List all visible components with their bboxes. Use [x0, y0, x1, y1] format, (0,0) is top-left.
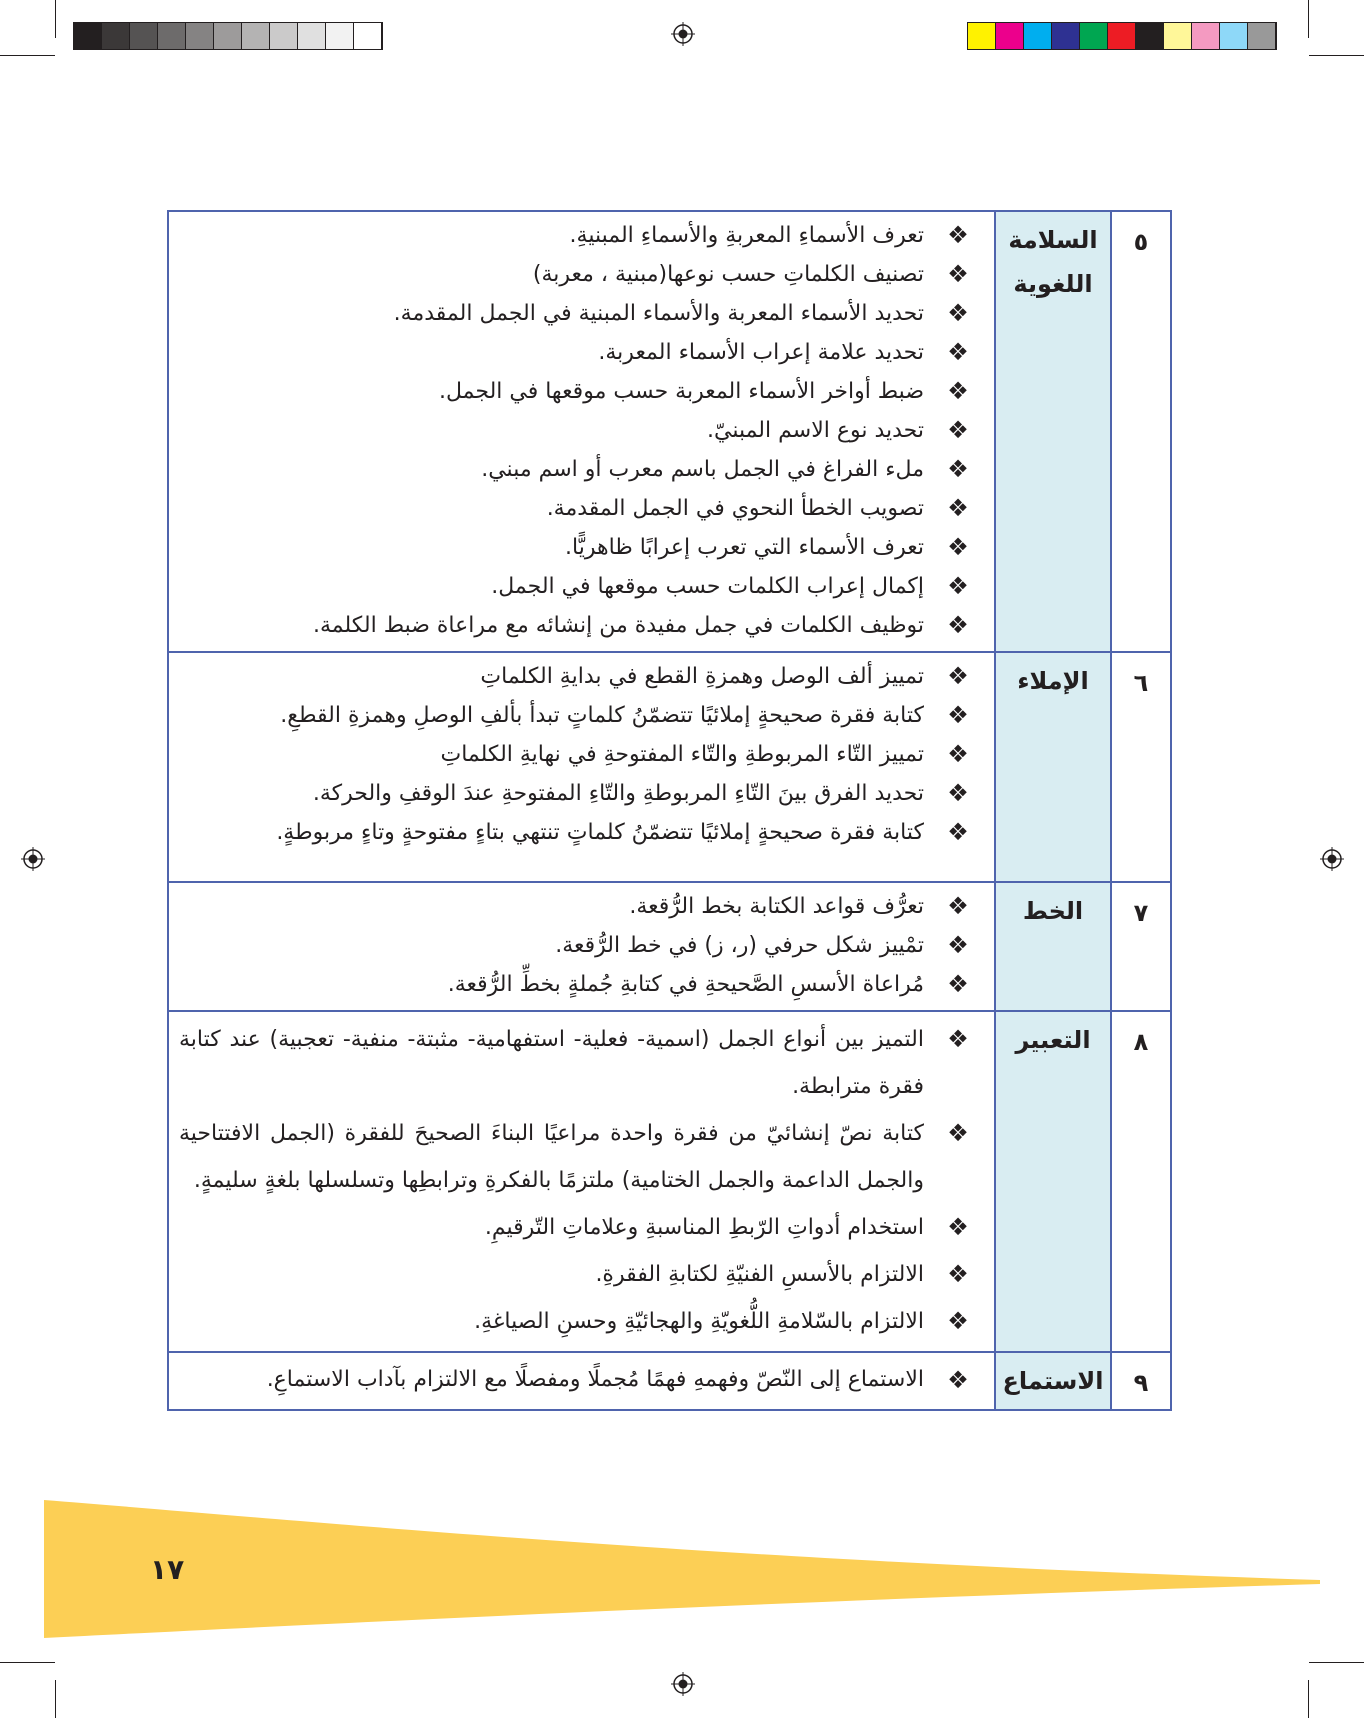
row-number: ٧: [1111, 882, 1171, 1011]
outcome-text: الاستماع إلى النّصّ وفهمهِ فهمًا مُجملًا ومفصلًا مع الالتزام بآداب الاستماعِ.: [266, 1367, 924, 1392]
gray-swatch: [214, 23, 242, 49]
list-item: [179, 1251, 980, 1298]
grayscale-bar: [73, 22, 383, 50]
list-item: [179, 1357, 980, 1403]
outcome-list: [179, 657, 980, 852]
color-swatch: [1192, 23, 1220, 49]
list-item: [179, 294, 980, 333]
skill-name-line: التعبير: [1015, 1026, 1091, 1054]
gray-swatch: [242, 23, 270, 49]
gray-swatch: [130, 23, 158, 49]
color-swatch: [1248, 23, 1276, 49]
outcome-list: [179, 216, 980, 645]
outcome-text: تصويب الخطأ النحوي في الجمل المقدمة.: [546, 496, 924, 521]
outcomes-cell: [168, 1352, 995, 1410]
outcome-text: كتابة فقرة صحيحةٍ إملائيًا تتضمّنُ كلماتٍ تنتهي بتاءٍ مفتوحةٍ وتاءٍ مربوطةٍ.: [276, 820, 924, 845]
registration-mark-icon: [671, 22, 695, 46]
skill-name: [995, 882, 1111, 1011]
list-item: [179, 887, 980, 926]
outcome-text: تعرف الأسماءِ المعربةِ والأسماءِ المبنيةِ.: [569, 223, 924, 248]
skill-name: [995, 652, 1111, 882]
skill-name: [995, 1011, 1111, 1352]
registration-mark-icon: [21, 847, 45, 871]
diamond-bullet-icon: ❖: [947, 611, 969, 639]
outcome-text: تحديد نوع الاسم المبنيّ.: [706, 418, 924, 443]
diamond-bullet-icon: ❖: [947, 662, 969, 690]
diamond-bullet-icon: ❖: [947, 1307, 969, 1335]
outcome-text: كتابة نصّ إنشائيّ من فقرة واحدة مراعيًا البناءَ الصحيحَ للفقرة (الجمل الافتتاحية والجمل الداعمة والجمل الختامية) ملتزمًا بالفكرةِ وترابطِها وتسلسلها بلغةٍ سليمةٍ.: [179, 1121, 924, 1193]
list-item: [179, 255, 980, 294]
table-row: [168, 882, 1171, 1011]
list-item: [179, 489, 980, 528]
list-item: [179, 450, 980, 489]
color-swatch: [996, 23, 1024, 49]
list-item: [179, 774, 980, 813]
crop-mark: [55, 0, 56, 38]
gray-swatch: [74, 23, 102, 49]
list-item: [179, 528, 980, 567]
crop-mark: [1308, 1680, 1309, 1718]
list-item: [179, 606, 980, 645]
diamond-bullet-icon: ❖: [947, 1119, 969, 1147]
skill-name-line: الاستماع: [1002, 1367, 1104, 1395]
diamond-bullet-icon: ❖: [947, 572, 969, 600]
outcome-text: كتابة فقرة صحيحةٍ إملائيًا تتضمّنُ كلماتٍ تبدأ بألفِ الوصلِ وهمزةِ القطعِ.: [280, 703, 924, 728]
diamond-bullet-icon: ❖: [947, 260, 969, 288]
diamond-bullet-icon: ❖: [947, 299, 969, 327]
outcome-text: ضبط أواخر الأسماء المعربة حسب موقعها في الجمل.: [439, 379, 924, 404]
list-item: [179, 567, 980, 606]
list-item: [179, 411, 980, 450]
row-number: ٩: [1111, 1352, 1171, 1410]
diamond-bullet-icon: ❖: [947, 779, 969, 807]
skill-name: [995, 211, 1111, 652]
color-swatch: [1136, 23, 1164, 49]
table-row: [168, 652, 1171, 882]
table-row: [168, 211, 1171, 652]
diamond-bullet-icon: ❖: [947, 931, 969, 959]
table-row: [168, 1352, 1171, 1410]
row-number: ٥: [1111, 211, 1171, 652]
diamond-bullet-icon: ❖: [947, 818, 969, 846]
list-item: [179, 216, 980, 255]
gray-swatch: [298, 23, 326, 49]
outcome-list: [179, 1016, 980, 1345]
crop-mark: [0, 1662, 55, 1663]
crop-mark: [1309, 55, 1364, 56]
skill-name-line: الخط: [1022, 897, 1084, 925]
footer-swoosh: [0, 1500, 1364, 1640]
registration-mark-icon: [1320, 847, 1344, 871]
outcome-text: تمييز التّاء المربوطةِ والتّاء المفتوحةِ في نهايةِ الكلماتِ: [440, 742, 924, 767]
list-item: [179, 1298, 980, 1345]
gray-swatch: [158, 23, 186, 49]
crop-mark: [0, 55, 55, 56]
diamond-bullet-icon: ❖: [947, 221, 969, 249]
outcome-text: مُراعاة الأسسِ الصَّحيحةِ في كتابةِ جُملةٍ بخطِّ الرُّقعة.: [447, 972, 924, 997]
diamond-bullet-icon: ❖: [947, 1366, 969, 1394]
registration-mark-icon: [671, 1672, 695, 1696]
gray-swatch: [326, 23, 354, 49]
outcome-text: تصنيف الكلماتِ حسب نوعها(مبنية ، معربة): [532, 262, 924, 287]
list-item: [179, 1110, 980, 1204]
list-item: [179, 735, 980, 774]
outcomes-cell: [168, 652, 995, 882]
outcomes-cell: [168, 1011, 995, 1352]
outcome-text: التميز بين أنواع الجمل (اسمية- فعلية- استفهامية- مثبتة- منفية- تعجبية) عند كتابة فقرة مترابطة.: [179, 1027, 924, 1099]
list-item: [179, 333, 980, 372]
crop-mark: [1308, 0, 1309, 38]
list-item: [179, 372, 980, 411]
color-swatch: [1080, 23, 1108, 49]
outcome-text: ملء الفراغ في الجمل باسم معرب أو اسم مبني.: [481, 457, 924, 482]
list-item: [179, 696, 980, 735]
diamond-bullet-icon: ❖: [947, 701, 969, 729]
list-item: [179, 657, 980, 696]
diamond-bullet-icon: ❖: [947, 338, 969, 366]
outcome-text: تعرف الأسماء التي تعرب إعرابًا ظاهريًّا.: [565, 535, 924, 560]
crop-mark: [1309, 1662, 1364, 1663]
diamond-bullet-icon: ❖: [947, 494, 969, 522]
page-number: ١٧: [150, 1553, 185, 1586]
outcome-text: الالتزام بالأسسِ الفنيّةِ لكتابةِ الفقرةِ.: [595, 1262, 924, 1287]
outcome-text: تحديد الفرق بينَ التّاءِ المربوطةِ والتّاءِ المفتوحةِ عندَ الوقفِ والحركة.: [312, 781, 924, 806]
color-swatch: [1220, 23, 1248, 49]
diamond-bullet-icon: ❖: [947, 740, 969, 768]
diamond-bullet-icon: ❖: [947, 1025, 969, 1053]
diamond-bullet-icon: ❖: [947, 377, 969, 405]
diamond-bullet-icon: ❖: [947, 533, 969, 561]
outcome-text: توظيف الكلمات في جمل مفيدة من إنشائه مع مراعاة ضبط الكلمة.: [312, 613, 924, 638]
color-swatch: [1052, 23, 1080, 49]
outcome-text: استخدام أدواتِ الرّبطِ المناسبةِ وعلاماتِ التّرقيمِ.: [484, 1215, 924, 1240]
diamond-bullet-icon: ❖: [947, 416, 969, 444]
gray-swatch: [354, 23, 382, 49]
skill-name-line: الإملاء: [1017, 667, 1089, 695]
crop-mark: [55, 1680, 56, 1718]
skill-name: [995, 1352, 1111, 1410]
outcomes-cell: [168, 882, 995, 1011]
outcome-text: إكمال إعراب الكلمات حسب موقعها في الجمل.: [491, 574, 924, 599]
gray-swatch: [270, 23, 298, 49]
color-swatch: [1108, 23, 1136, 49]
row-number: ٦: [1111, 652, 1171, 882]
outcome-list: [179, 1357, 980, 1403]
color-bar: [967, 22, 1277, 50]
outcome-text: تحديد الأسماء المعربة والأسماء المبنية في الجمل المقدمة.: [393, 301, 924, 326]
diamond-bullet-icon: ❖: [947, 455, 969, 483]
table-row: [168, 1011, 1171, 1352]
color-swatch: [968, 23, 996, 49]
list-item: [179, 965, 980, 1004]
diamond-bullet-icon: ❖: [947, 1213, 969, 1241]
row-number: ٨: [1111, 1011, 1171, 1352]
list-item: [179, 813, 980, 852]
diamond-bullet-icon: ❖: [947, 1260, 969, 1288]
outcome-list: [179, 887, 980, 1004]
gray-swatch: [186, 23, 214, 49]
list-item: [179, 926, 980, 965]
outcome-text: الالتزام بالسّلامةِ اللُّغويّةِ والهجائيّةِ وحسنِ الصياغةِ.: [474, 1309, 924, 1334]
skill-name-line: السلامة: [1008, 226, 1098, 254]
skill-name-line: اللغوية: [1013, 270, 1093, 298]
outcome-text: تعرُّف قواعد الكتابة بخط الرُّقعة.: [629, 894, 924, 919]
color-swatch: [1164, 23, 1192, 49]
list-item: [179, 1204, 980, 1251]
diamond-bullet-icon: ❖: [947, 970, 969, 998]
outcome-text: تمييز ألف الوصل وهمزةِ القطع في بدايةِ الكلماتِ: [480, 664, 924, 689]
outcomes-table: [167, 210, 1172, 1411]
color-swatch: [1024, 23, 1052, 49]
gray-swatch: [102, 23, 130, 49]
diamond-bullet-icon: ❖: [947, 892, 969, 920]
outcome-text: تحديد علامة إعراب الأسماء المعربة.: [598, 340, 924, 365]
outcomes-cell: [168, 211, 995, 652]
list-item: [179, 1016, 980, 1110]
outcome-text: تمْييز شكل حرفي (ر، ز) في خط الرُّقعة.: [555, 933, 924, 958]
